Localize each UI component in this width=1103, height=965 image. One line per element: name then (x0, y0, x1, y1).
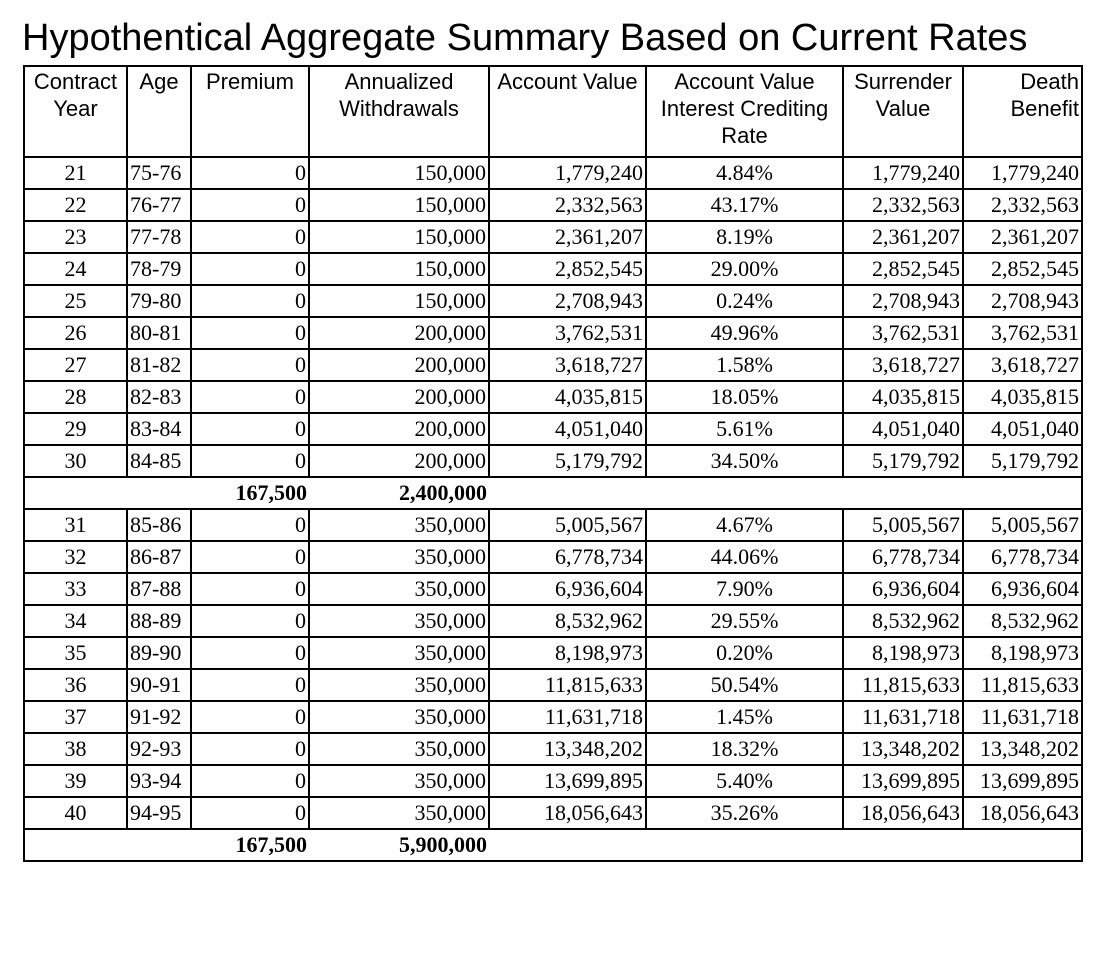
subtotal-withdrawals: 5,900,000 (309, 829, 489, 861)
cell-premium: 0 (191, 509, 309, 541)
cell-age: 86-87 (127, 541, 191, 573)
cell-age: 84-85 (127, 445, 191, 477)
cell-contract-year: 31 (24, 509, 127, 541)
cell-crediting-rate: 4.84% (646, 157, 843, 189)
cell-contract-year: 32 (24, 541, 127, 573)
cell-death-benefit: 6,936,604 (963, 573, 1082, 605)
cell-contract-year: 24 (24, 253, 127, 285)
cell-surrender-value: 1,779,240 (843, 157, 963, 189)
cell-death-benefit: 18,056,643 (963, 797, 1082, 829)
cell-surrender-value: 3,618,727 (843, 349, 963, 381)
cell-withdrawals: 200,000 (309, 349, 489, 381)
cell-withdrawals: 350,000 (309, 541, 489, 573)
cell-death-benefit: 11,631,718 (963, 701, 1082, 733)
cell-premium: 0 (191, 541, 309, 573)
cell-age: 91-92 (127, 701, 191, 733)
cell-age: 75-76 (127, 157, 191, 189)
subtotal-blank (489, 477, 1082, 509)
cell-contract-year: 30 (24, 445, 127, 477)
cell-age: 85-86 (127, 509, 191, 541)
cell-crediting-rate: 5.40% (646, 765, 843, 797)
table-row (24, 701, 1082, 733)
cell-account-value: 8,532,962 (489, 605, 646, 637)
table-row (24, 573, 1082, 605)
cell-age: 88-89 (127, 605, 191, 637)
cell-death-benefit: 13,348,202 (963, 733, 1082, 765)
cell-death-benefit: 2,852,545 (963, 253, 1082, 285)
cell-account-value: 5,005,567 (489, 509, 646, 541)
cell-surrender-value: 2,708,943 (843, 285, 963, 317)
cell-death-benefit: 5,005,567 (963, 509, 1082, 541)
cell-surrender-value: 4,051,040 (843, 413, 963, 445)
cell-contract-year: 35 (24, 637, 127, 669)
header-contract-year: Contract Year (24, 66, 127, 157)
cell-death-benefit: 1,779,240 (963, 157, 1082, 189)
cell-contract-year: 25 (24, 285, 127, 317)
cell-contract-year: 38 (24, 733, 127, 765)
table-row (24, 509, 1082, 541)
cell-account-value: 1,779,240 (489, 157, 646, 189)
table-body (24, 157, 1082, 861)
cell-premium: 0 (191, 157, 309, 189)
table-row (24, 445, 1082, 477)
cell-surrender-value: 5,005,567 (843, 509, 963, 541)
cell-surrender-value: 2,361,207 (843, 221, 963, 253)
cell-premium: 0 (191, 317, 309, 349)
cell-premium: 0 (191, 701, 309, 733)
cell-surrender-value: 3,762,531 (843, 317, 963, 349)
cell-withdrawals: 150,000 (309, 285, 489, 317)
header-premium: Premium (191, 66, 309, 157)
table-row (24, 669, 1082, 701)
table-row (24, 605, 1082, 637)
cell-age: 79-80 (127, 285, 191, 317)
table-row (24, 317, 1082, 349)
cell-premium: 0 (191, 765, 309, 797)
table-row (24, 253, 1082, 285)
table-row (24, 285, 1082, 317)
cell-surrender-value: 6,778,734 (843, 541, 963, 573)
cell-account-value: 13,348,202 (489, 733, 646, 765)
cell-death-benefit: 13,699,895 (963, 765, 1082, 797)
table-row (24, 349, 1082, 381)
cell-premium: 0 (191, 445, 309, 477)
cell-premium: 0 (191, 669, 309, 701)
header-death-benefit: Death Benefit (963, 66, 1082, 157)
cell-premium: 0 (191, 221, 309, 253)
cell-withdrawals: 200,000 (309, 381, 489, 413)
cell-surrender-value: 18,056,643 (843, 797, 963, 829)
cell-account-value: 11,815,633 (489, 669, 646, 701)
cell-surrender-value: 4,035,815 (843, 381, 963, 413)
cell-surrender-value: 13,699,895 (843, 765, 963, 797)
aggregate-summary-table (23, 65, 1083, 862)
cell-premium: 0 (191, 573, 309, 605)
subtotal-row (24, 829, 1082, 861)
cell-withdrawals: 350,000 (309, 605, 489, 637)
cell-age: 89-90 (127, 637, 191, 669)
cell-withdrawals: 350,000 (309, 733, 489, 765)
cell-premium: 0 (191, 285, 309, 317)
cell-age: 80-81 (127, 317, 191, 349)
cell-surrender-value: 2,332,563 (843, 189, 963, 221)
cell-withdrawals: 350,000 (309, 669, 489, 701)
subtotal-premium: 167,500 (191, 829, 309, 861)
table-row (24, 541, 1082, 573)
cell-age: 92-93 (127, 733, 191, 765)
table-row (24, 765, 1082, 797)
table-row (24, 157, 1082, 189)
cell-account-value: 3,618,727 (489, 349, 646, 381)
cell-surrender-value: 5,179,792 (843, 445, 963, 477)
cell-account-value: 6,936,604 (489, 573, 646, 605)
cell-age: 78-79 (127, 253, 191, 285)
cell-crediting-rate: 29.00% (646, 253, 843, 285)
cell-crediting-rate: 35.26% (646, 797, 843, 829)
cell-premium: 0 (191, 381, 309, 413)
cell-withdrawals: 150,000 (309, 189, 489, 221)
cell-contract-year: 37 (24, 701, 127, 733)
cell-age: 83-84 (127, 413, 191, 445)
cell-premium: 0 (191, 413, 309, 445)
cell-crediting-rate: 49.96% (646, 317, 843, 349)
cell-withdrawals: 350,000 (309, 573, 489, 605)
cell-surrender-value: 11,815,633 (843, 669, 963, 701)
subtotal-blank (489, 829, 1082, 861)
cell-account-value: 6,778,734 (489, 541, 646, 573)
cell-death-benefit: 8,198,973 (963, 637, 1082, 669)
cell-contract-year: 27 (24, 349, 127, 381)
cell-withdrawals: 350,000 (309, 637, 489, 669)
cell-death-benefit: 3,762,531 (963, 317, 1082, 349)
subtotal-blank (24, 829, 191, 861)
cell-withdrawals: 150,000 (309, 221, 489, 253)
cell-account-value: 2,852,545 (489, 253, 646, 285)
cell-contract-year: 34 (24, 605, 127, 637)
cell-withdrawals: 350,000 (309, 797, 489, 829)
table-row (24, 381, 1082, 413)
cell-withdrawals: 350,000 (309, 701, 489, 733)
cell-account-value: 2,361,207 (489, 221, 646, 253)
cell-contract-year: 39 (24, 765, 127, 797)
cell-surrender-value: 13,348,202 (843, 733, 963, 765)
cell-surrender-value: 6,936,604 (843, 573, 963, 605)
cell-account-value: 2,708,943 (489, 285, 646, 317)
table-row (24, 189, 1082, 221)
table-row (24, 637, 1082, 669)
cell-crediting-rate: 0.24% (646, 285, 843, 317)
cell-death-benefit: 5,179,792 (963, 445, 1082, 477)
cell-account-value: 4,051,040 (489, 413, 646, 445)
table-row (24, 797, 1082, 829)
subtotal-row (24, 477, 1082, 509)
cell-death-benefit: 2,332,563 (963, 189, 1082, 221)
cell-withdrawals: 350,000 (309, 765, 489, 797)
cell-crediting-rate: 29.55% (646, 605, 843, 637)
cell-death-benefit: 2,708,943 (963, 285, 1082, 317)
cell-death-benefit: 3,618,727 (963, 349, 1082, 381)
cell-contract-year: 22 (24, 189, 127, 221)
page-title: Hypothentical Aggregate Summary Based on Current Rates (22, 17, 1028, 59)
cell-death-benefit: 8,532,962 (963, 605, 1082, 637)
cell-crediting-rate: 0.20% (646, 637, 843, 669)
cell-contract-year: 36 (24, 669, 127, 701)
cell-withdrawals: 200,000 (309, 317, 489, 349)
cell-age: 77-78 (127, 221, 191, 253)
cell-surrender-value: 8,198,973 (843, 637, 963, 669)
cell-crediting-rate: 44.06% (646, 541, 843, 573)
cell-account-value: 4,035,815 (489, 381, 646, 413)
cell-death-benefit: 11,815,633 (963, 669, 1082, 701)
cell-crediting-rate: 4.67% (646, 509, 843, 541)
cell-contract-year: 21 (24, 157, 127, 189)
table-row (24, 221, 1082, 253)
cell-age: 90-91 (127, 669, 191, 701)
header-interest-crediting-rate: Account Value Interest Crediting Rate (646, 66, 843, 157)
cell-crediting-rate: 1.45% (646, 701, 843, 733)
cell-withdrawals: 200,000 (309, 445, 489, 477)
subtotal-premium: 167,500 (191, 477, 309, 509)
cell-premium: 0 (191, 605, 309, 637)
cell-crediting-rate: 43.17% (646, 189, 843, 221)
cell-withdrawals: 350,000 (309, 509, 489, 541)
cell-death-benefit: 2,361,207 (963, 221, 1082, 253)
header-account-value: Account Value (489, 66, 646, 157)
cell-account-value: 5,179,792 (489, 445, 646, 477)
cell-contract-year: 28 (24, 381, 127, 413)
cell-withdrawals: 200,000 (309, 413, 489, 445)
cell-account-value: 3,762,531 (489, 317, 646, 349)
subtotal-blank (24, 477, 191, 509)
header-annualized-withdrawals: Annualized Withdrawals (309, 66, 489, 157)
cell-crediting-rate: 8.19% (646, 221, 843, 253)
cell-account-value: 18,056,643 (489, 797, 646, 829)
cell-contract-year: 33 (24, 573, 127, 605)
cell-age: 94-95 (127, 797, 191, 829)
cell-age: 87-88 (127, 573, 191, 605)
cell-premium: 0 (191, 797, 309, 829)
cell-death-benefit: 4,051,040 (963, 413, 1082, 445)
cell-premium: 0 (191, 637, 309, 669)
cell-account-value: 11,631,718 (489, 701, 646, 733)
cell-premium: 0 (191, 733, 309, 765)
cell-contract-year: 23 (24, 221, 127, 253)
table-row (24, 733, 1082, 765)
cell-crediting-rate: 7.90% (646, 573, 843, 605)
cell-crediting-rate: 18.05% (646, 381, 843, 413)
cell-surrender-value: 8,532,962 (843, 605, 963, 637)
cell-age: 82-83 (127, 381, 191, 413)
header-age: Age (127, 66, 191, 157)
cell-contract-year: 26 (24, 317, 127, 349)
cell-account-value: 2,332,563 (489, 189, 646, 221)
cell-premium: 0 (191, 189, 309, 221)
cell-crediting-rate: 1.58% (646, 349, 843, 381)
cell-crediting-rate: 34.50% (646, 445, 843, 477)
cell-death-benefit: 6,778,734 (963, 541, 1082, 573)
cell-surrender-value: 11,631,718 (843, 701, 963, 733)
table-row (24, 413, 1082, 445)
cell-crediting-rate: 18.32% (646, 733, 843, 765)
cell-premium: 0 (191, 253, 309, 285)
cell-crediting-rate: 50.54% (646, 669, 843, 701)
cell-contract-year: 40 (24, 797, 127, 829)
header-surrender-value: Surrender Value (843, 66, 963, 157)
cell-age: 76-77 (127, 189, 191, 221)
cell-death-benefit: 4,035,815 (963, 381, 1082, 413)
subtotal-withdrawals: 2,400,000 (309, 477, 489, 509)
cell-premium: 0 (191, 349, 309, 381)
cell-account-value: 8,198,973 (489, 637, 646, 669)
cell-surrender-value: 2,852,545 (843, 253, 963, 285)
cell-age: 81-82 (127, 349, 191, 381)
cell-contract-year: 29 (24, 413, 127, 445)
cell-crediting-rate: 5.61% (646, 413, 843, 445)
cell-age: 93-94 (127, 765, 191, 797)
table-header-row (24, 66, 1082, 157)
cell-withdrawals: 150,000 (309, 157, 489, 189)
cell-account-value: 13,699,895 (489, 765, 646, 797)
cell-withdrawals: 150,000 (309, 253, 489, 285)
